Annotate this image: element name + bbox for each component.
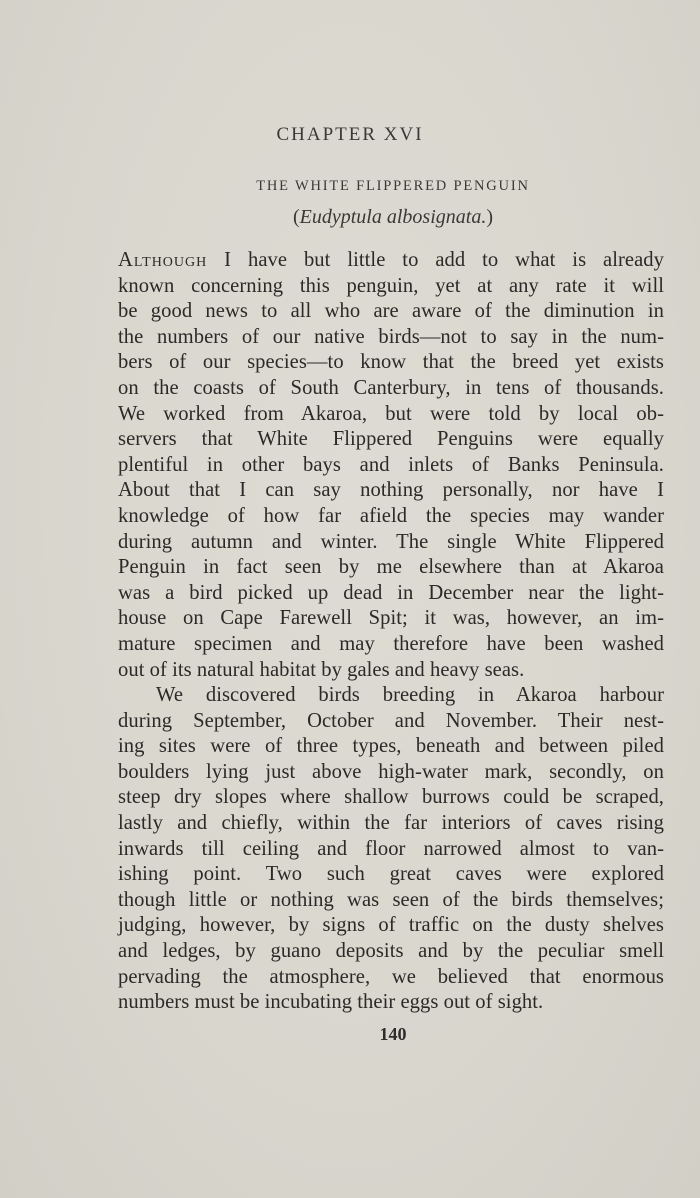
text-line: mature specimen and may therefore have been washed (118, 632, 664, 655)
text-line: judging, however, by signs of traffic on the dusty shelves (118, 914, 664, 937)
text-line: was a bird picked up dead in December near the light- (118, 581, 664, 604)
text-line: on the coasts of South Canterbury, in tens of thousands. (118, 376, 664, 399)
text-line: the numbers of our native birds—not to say in the num- (118, 325, 664, 348)
text-line: inwards till ceiling and floor narrowed almost to van- (118, 837, 664, 860)
text-line: plentiful in other bays and inlets of Banks Peninsula. (118, 453, 664, 476)
text-line: knowledge of how far afield the species may wander (118, 504, 664, 527)
body-text (118, 248, 664, 1016)
text-line: though little or nothing was seen of the birds themselves; (118, 888, 664, 911)
species-scientific-name: Eudyptula albosignata. (299, 206, 487, 228)
text-line: ing sites were of three types, beneath and between piled (118, 735, 664, 758)
text-line: house on Cape Farewell Spit; it was, however, an im- (118, 607, 664, 630)
text-line: We worked from Akaroa, but were told by local ob- (118, 402, 664, 425)
text-line: We discovered birds breeding in Akaroa harbour (156, 684, 664, 707)
text-line: out of its natural habitat by gales and heavy seas. (118, 658, 525, 681)
drop-word: Although (118, 249, 208, 271)
species-name (0, 206, 700, 229)
section-title: THE WHITE FLIPPERED PENGUIN (256, 178, 530, 194)
text-line: About that I can say nothing personally, nor have I (118, 479, 664, 502)
text-line: bers of our species—to know that the breed yet exists (118, 351, 664, 374)
text-line: Penguin in fact seen by me elsewhere than at Akaroa (118, 556, 664, 579)
page-number: 140 (379, 1024, 407, 1044)
chapter-heading: CHAPTER XVI (276, 124, 424, 145)
text-line: and ledges, by guano deposits and by the peculiar smell (118, 940, 664, 963)
text-line: during September, October and November. Their nest- (118, 709, 664, 732)
text-line: during autumn and winter. The single White Flippered (118, 530, 664, 553)
text-line: Although I have but little to add to what is already (118, 249, 664, 271)
text-line: ishing point. Two such great caves were explored (118, 863, 664, 886)
text-line: be good news to all who are aware of the diminution in (118, 300, 664, 323)
text-line: lastly and chiefly, within the far interiors of caves rising (118, 812, 664, 835)
species-open-paren: ( (292, 206, 300, 228)
text-line: numbers must be incubating their eggs out of sight. (118, 991, 544, 1014)
text-line: boulders lying just above high-water mark, secondly, on (118, 760, 664, 783)
species-close-paren: ) (486, 206, 493, 228)
text-line: pervading the atmosphere, we believed that enormous (118, 965, 664, 988)
text-line: known concerning this penguin, yet at any rate it will (118, 274, 664, 297)
text-line: servers that White Flippered Penguins were equally (118, 428, 664, 451)
text-line: steep dry slopes where shallow burrows could be scraped, (118, 786, 664, 809)
